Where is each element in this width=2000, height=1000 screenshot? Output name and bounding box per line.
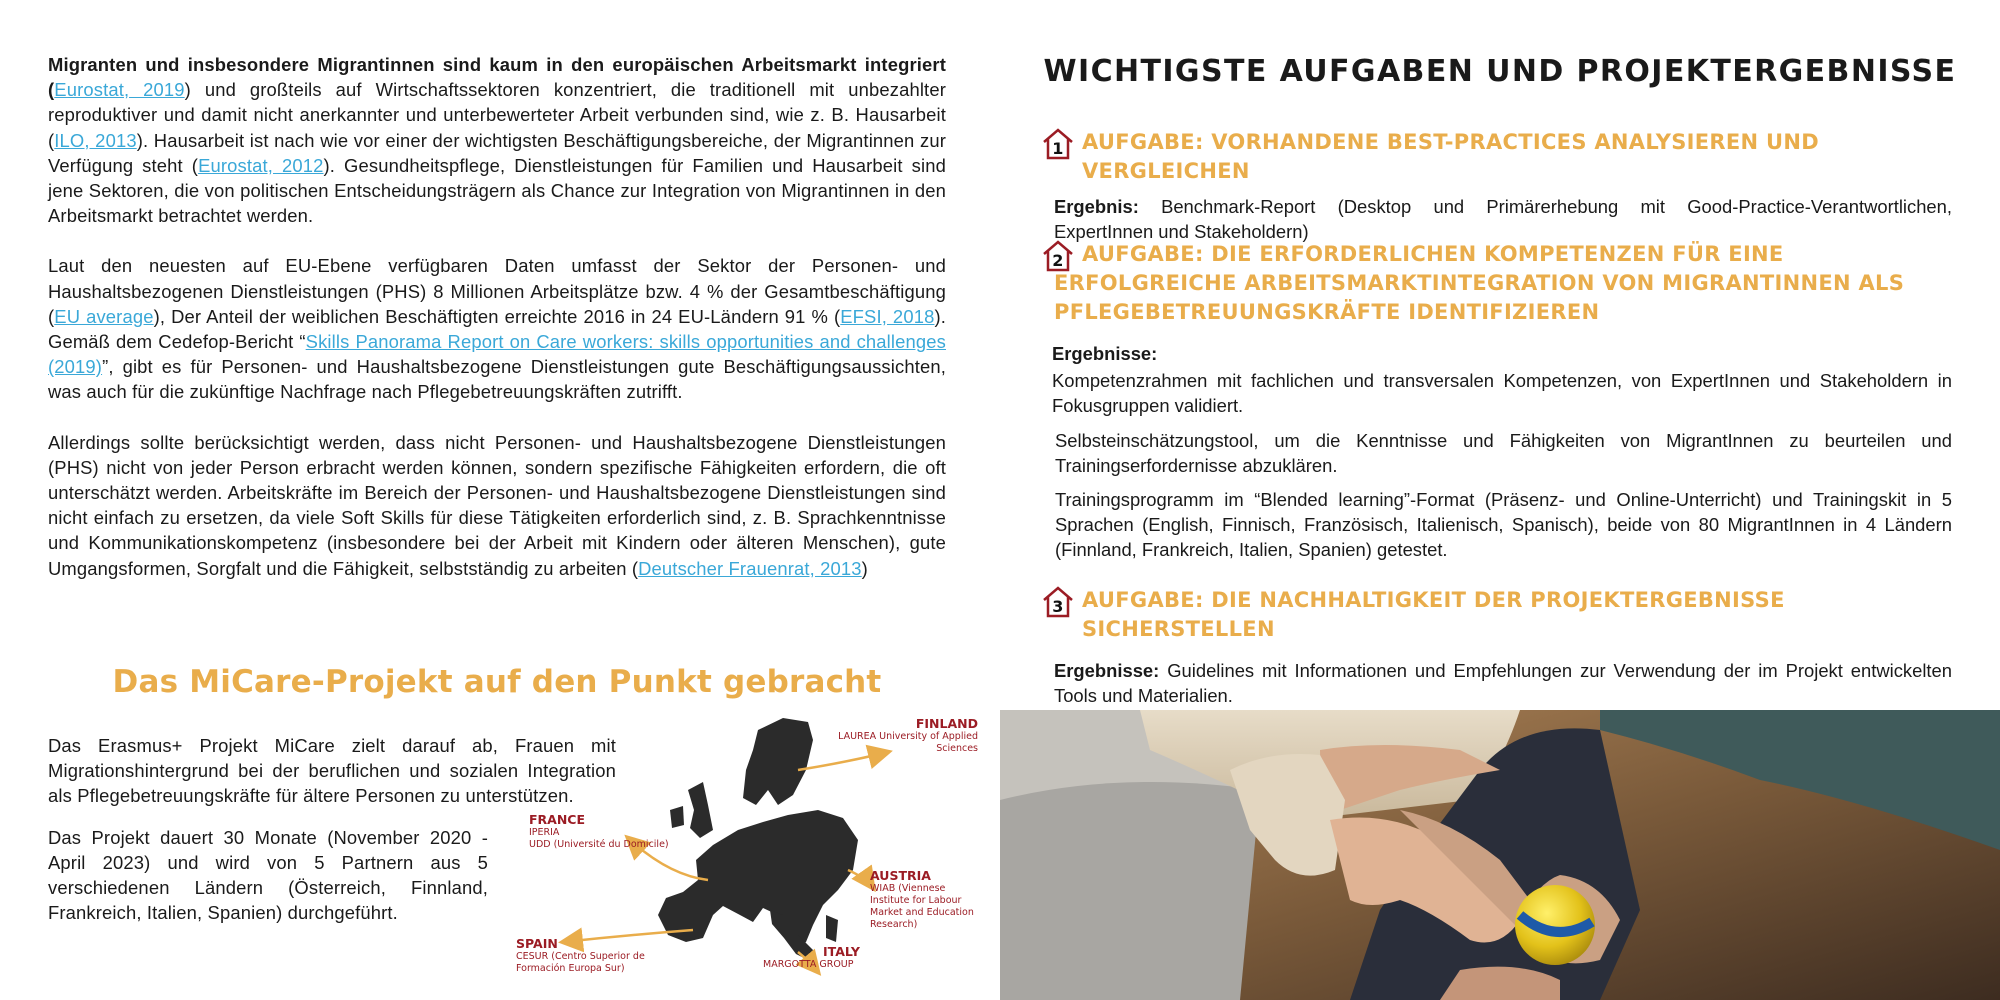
result-label: Ergebnisse:	[1052, 343, 1158, 364]
eurostat-2012-link[interactable]: Eurostat, 2012	[198, 154, 324, 176]
task-3-result	[1054, 658, 1952, 708]
country-name: FRANCE	[529, 812, 586, 827]
svg-text:1: 1	[1052, 139, 1064, 158]
paragraph-text: Laut den neuesten auf EU-Ebene verfügbaren Daten umfasst der Sektor der Personen- und Haushaltsbezogenen Dienstleistungen (PHS) 8 Millionen Arbeitsplätze bzw. 4 % der Gesamtbeschäftigung (	[48, 255, 946, 327]
eurostat-2019-link[interactable]: Eurostat, 2019	[54, 79, 185, 101]
partner-name: CESUR (Centro Superior de Formación Europa Sur)	[516, 951, 645, 974]
house-number-icon	[1040, 126, 1076, 162]
task-title: AUFGABE: VORHANDENE BEST-PRACTICES ANALYSIEREN UND VERGLEICHEN	[1082, 130, 1819, 183]
intro-text	[48, 52, 946, 606]
result-label: Ergebnis:	[1054, 196, 1139, 217]
house-number-icon	[1040, 584, 1076, 620]
svg-text:2: 2	[1052, 251, 1064, 270]
country-name: FINLAND	[915, 716, 978, 731]
eu-average-link[interactable]: EU average	[54, 305, 154, 327]
paragraph-soft-skills	[48, 430, 946, 581]
efsi-2018-link[interactable]: EFSI, 2018	[840, 305, 935, 327]
result-self-assessment: Selbsteinschätzungstool, um die Kenntnisse und Fähigkeiten von MigrantInnen zu beurteilen und Trainingserfordernisse abzuklären.	[1055, 429, 1952, 476]
paragraph-text: Allerdings sollte berücksichtigt werden, dass nicht Personen- und Haushaltsbezogene Dienstleistungen (PHS) nicht von jeder Person erbracht werden können, sondern spezifische Fähigkeiten erfordern, die oft unterschätzt werden. Arbeitskräfte im Bereich der Personen- und Haushaltsbezogene Dienstleistungen sind nicht einfach zu ersetzen, da viele Soft Skills für diese Tätigkeiten erforderlich sind, z. B. Sprachkenntnisse und Kommunikationskompetenz (insbesondere bei der Arbeit mit Kindern oder älteren Menschen), gute Umgangsformen, Sorgfalt und die Fähigkeit, selbstständig zu arbeiten (	[48, 431, 946, 579]
spain-label	[516, 936, 656, 975]
task-1-result	[1054, 194, 1952, 244]
task-1-heading	[1040, 128, 1952, 186]
paragraph-text: ). Gesundheitspflege, Dienstleistungen für Familien und Hausarbeit sind jene Sektoren, die von politischen Entscheidungsträgern als Chance zur Integration von Migrantinnen in den Arbeitsmarkt betrachtet werden.	[48, 154, 946, 227]
paragraph-text: ). Hausarbeit ist nach wie vor einer der wichtigsten Beschäftigungsbereiche, der Migrantinnen zur Verfügung steht (	[48, 129, 946, 176]
task-1	[1040, 128, 1952, 253]
task-title: AUFGABE: DIE NACHHALTIGKEIT DER PROJEKTERGEBNISSE SICHERSTELLEN	[1082, 588, 1785, 641]
cedefop-report-link[interactable]: Skills Panorama Report on Care workers: skills opportunities and challenges (2019)	[48, 331, 946, 378]
result-text: Benchmark-Report (Desktop und Primärerhebung mit Good-Practice-Verantwortlichen, ExpertInnen und Stakeholdern)	[1054, 196, 1952, 243]
country-name: ITALY	[823, 944, 860, 959]
task-2-results	[1052, 341, 1952, 563]
france-label	[529, 812, 669, 851]
paragraph-text: ). Gemäß dem Cedefop-Bericht “	[48, 305, 946, 353]
micare-duration: Das Projekt dauert 30 Monate (November 2020 - April 2023) und wird von 5 Partnern aus 5 verschiedenen Ländern (Österreich, Finnland, Frankreich, Italien, Spanien) durchgeführt.	[48, 826, 488, 924]
paragraph-text: ”, gibt es für Personen- und Haushaltsbezogene Dienstleistungen gute Beschäftigungsaussichten, was auch für die zukünftige Nachfrage nach Pflegebetreuungskräften zutrifft.	[48, 356, 946, 403]
austria-label	[870, 868, 978, 931]
country-name: SPAIN	[516, 936, 558, 951]
svg-text:3: 3	[1052, 597, 1064, 616]
partner-name: MARGOTTA GROUP	[763, 959, 854, 970]
task-2	[1040, 240, 1952, 572]
micare-heading: Das MiCare-Projekt auf den Punkt gebracht	[112, 664, 882, 700]
paragraph-text: )	[861, 557, 868, 579]
result-training-program: Trainingsprogramm im “Blended learning”-Format (Präsenz- und Online-Unterricht) und Trainingskit in 5 Sprachen (English, Finnisch, Französisch, Italienisch, Spanisch), beide von 80 MigrantInnen in 4 Ländern (Finnland, Frankreich, Italien, Spanien) getestet.	[1055, 489, 1952, 561]
results-heading: WICHTIGSTE AUFGABEN UND PROJEKTERGEBNISSE	[1043, 54, 1957, 89]
paragraph-migrants	[48, 52, 946, 228]
paragraph-text: ) und großteils auf Wirtschaftssektoren konzentriert, die traditionell mit unbezahlter reproduktiver und damit nicht anerkannter und unterbewerteter Arbeit verbunden sind, wie z. B. Hausarbeit (	[48, 79, 946, 151]
paragraph-phs-data	[48, 253, 946, 404]
partner-name: WIAB (Viennese Institute for Labour Market and Education Research)	[870, 883, 974, 930]
result-text: Guidelines mit Informationen und Empfehlungen zur Verwendung der im Projekt entwickelten Tools und Materialien.	[1054, 660, 1952, 707]
task-3-heading	[1040, 586, 1952, 644]
task-2-heading	[1040, 240, 1952, 327]
paragraph-text: Migranten und insbesondere Migrantinnen sind kaum in den europäischen Arbeitsmarkt integriert (	[48, 54, 946, 101]
partner-name: IPERIA	[529, 827, 560, 838]
ilo-2013-link[interactable]: ILO, 2013	[54, 129, 137, 151]
partner-map	[508, 710, 978, 990]
task-title: AUFGABE: DIE ERFORDERLICHEN KOMPETENZEN FÜR EINE ERFOLGREICHE ARBEITSMARKTINTEGRATION VON MIGRANTINNEN ALS PFLEGEBETREUUNGSKRÄFTE IDENTIFIZIEREN	[1054, 242, 1905, 324]
country-name: AUSTRIA	[870, 868, 931, 883]
house-number-icon	[1040, 238, 1076, 274]
holding-hands-image	[1000, 710, 2000, 1000]
result-competence-framework: Kompetenzrahmen mit fachlichen und transversalen Kompetenzen, von ExpertInnen und Stakeholdern in Fokusgruppen validiert.	[1052, 370, 1952, 417]
result-label: Ergebnisse:	[1054, 660, 1160, 681]
partner-name: UDD (Université du Domicile)	[529, 839, 669, 850]
italy-label	[763, 944, 883, 971]
partner-name: LAUREA University of Applied Sciences	[838, 731, 978, 754]
care-photo	[1000, 710, 2000, 1000]
finland-label	[828, 716, 978, 755]
task-3	[1040, 586, 1952, 717]
deutscher-frauenrat-link[interactable]: Deutscher Frauenrat, 2013	[638, 557, 862, 579]
micare-goal: Das Erasmus+ Projekt MiCare zielt darauf ab, Frauen mit Migrationshintergrund bei der beruflichen und sozialen Integration als Pflegebetreuungskräfte für ältere Personen zu unterstützen.	[48, 735, 616, 807]
paragraph-text: ), Der Anteil der weiblichen Beschäftigten erreichte 2016 in 24 EU-Ländern 91 % (	[153, 305, 841, 327]
